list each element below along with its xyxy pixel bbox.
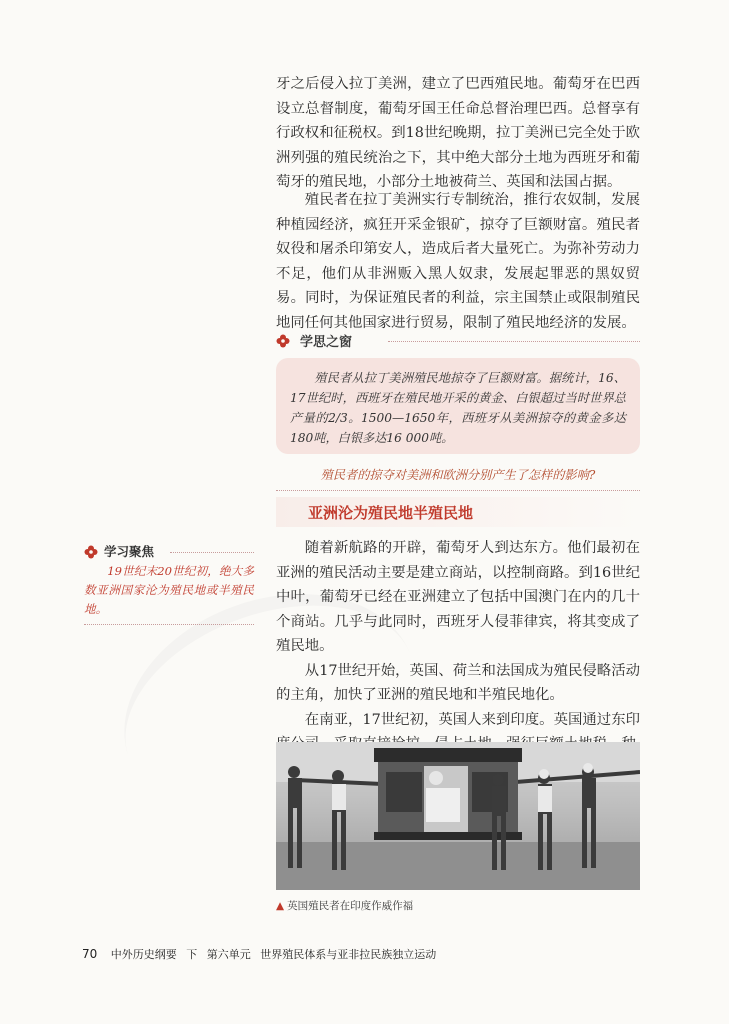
body-paragraph: 在南亚，17世纪初，英国人来到印度。英国通过东印 bbox=[304, 711, 640, 728]
divider bbox=[170, 552, 254, 553]
flower-icon bbox=[84, 545, 98, 559]
divider bbox=[388, 341, 640, 342]
body-paragraph: 从17世纪开始，英国、荷兰和法国成为殖民侵略活动的主角，加快了亚洲的殖民地和半殖民地化。 bbox=[276, 662, 640, 703]
study-focus-text: 19世纪末20世纪初，绝大多数亚洲国家沦为殖民地或半殖民地。 bbox=[84, 564, 254, 616]
palanquin-illustration bbox=[276, 742, 640, 890]
study-focus-header bbox=[84, 542, 254, 562]
section-heading bbox=[276, 497, 640, 527]
learning-window-text: 殖民者从拉丁美洲殖民地掠夺了巨额财富。据统计，16、17世纪时，西班牙在殖民地开采的黄金、白银超过当时世界总产量的2/3。1500—1650年，西班牙从美洲掠夺的黄金多达180吨，白银多达16 000吨。 bbox=[290, 371, 626, 445]
section-body bbox=[276, 536, 640, 757]
discussion-question: 殖民者的掠夺对美洲和欧洲分别产生了怎样的影响? bbox=[320, 468, 596, 482]
page-number: 70 bbox=[82, 947, 98, 961]
divider bbox=[276, 490, 640, 491]
body-paragraph: 殖民者在拉丁美洲实行专制统治，推行农奴制，发展种植园经济，疯狂开采金银矿，掠夺了巨额财富。殖民者奴役和屠杀印第安人，造成后者大量死亡。为弥补劳动力不足，他们从非洲贩入黑人奴隶，发展起罪恶的黑奴贸易。同时，为保证殖民者的利益，宗主国禁止或限制殖民地同任何其他国家进行贸易，限制了殖民地经济的发展。 bbox=[276, 192, 640, 331]
body-paragraph: 随着新航路的开辟，葡萄牙人到达东方。他们最初在亚洲的殖民活动主要是建立商站，以控制商路。到16世纪中叶，葡萄牙已经在亚洲建立了包括中国澳门在内的几十个商站。几乎与此同时，西班牙人侵菲律宾，将其变成了殖民地。 bbox=[276, 540, 640, 654]
unit-label: 第六单元 bbox=[206, 948, 251, 961]
page-footer bbox=[82, 946, 442, 962]
unit-title: 世界殖民体系与亚非拉民族独立运动 bbox=[260, 948, 437, 961]
triangle-icon: ▲ bbox=[276, 900, 285, 912]
volume-label: 下 bbox=[186, 948, 198, 961]
photo-caption bbox=[276, 898, 413, 913]
learning-window-box bbox=[276, 358, 640, 454]
historical-photo bbox=[276, 742, 640, 890]
learning-window-header bbox=[276, 330, 640, 352]
study-focus-title: 学习聚焦 bbox=[104, 544, 155, 559]
learning-window-title: 学思之窗 bbox=[300, 335, 353, 350]
body-paragraph: 牙之后侵入拉丁美洲，建立了巴西殖民地。葡萄牙在巴西设立总督制度，葡萄牙国王任命总督治理巴西。总督享有行政权和征税权。到18世纪晚期，拉丁美洲已完全处于欧洲列强的殖民统治之下，其中绝大部分土地为西班牙和葡萄牙的殖民地，小部分土地被荷兰、英国和法国占据。 bbox=[276, 76, 640, 190]
divider bbox=[84, 624, 254, 625]
book-title: 中外历史纲要 bbox=[110, 948, 177, 961]
section-heading-text: 亚洲沦为殖民地半殖民地 bbox=[308, 504, 474, 522]
flower-icon bbox=[276, 334, 290, 348]
photo-caption-text: 英国殖民者在印度作威作福 bbox=[287, 900, 414, 912]
